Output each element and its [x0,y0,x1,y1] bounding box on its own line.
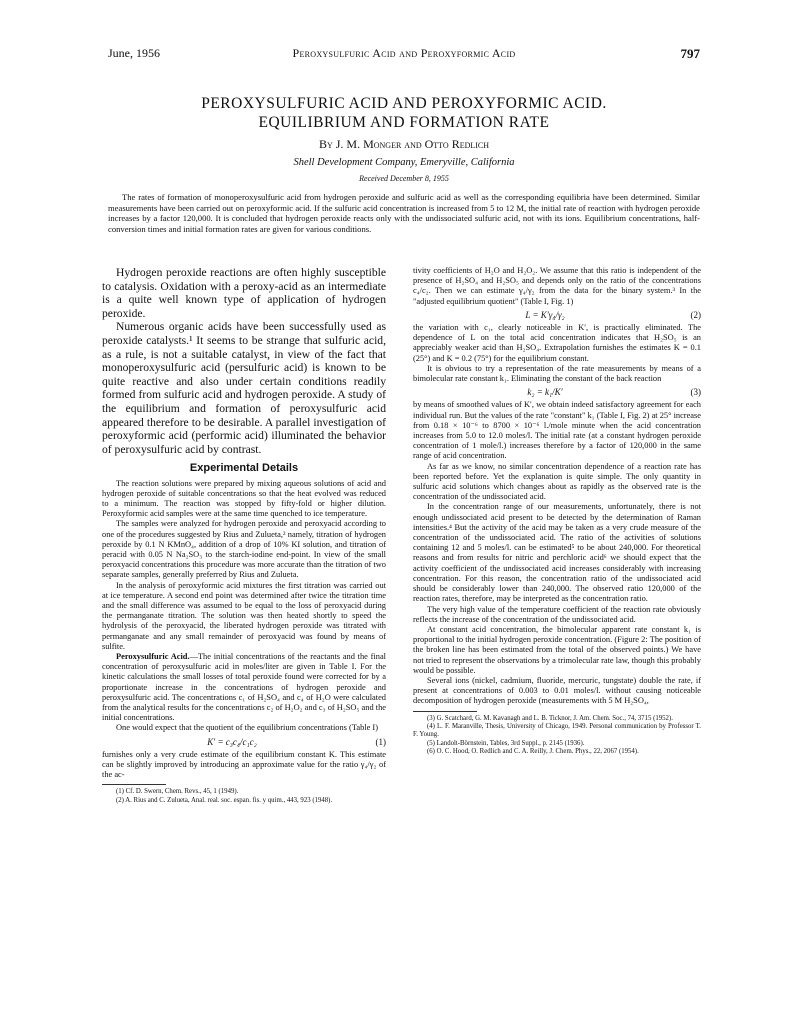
title-line-1: PEROXYSULFURIC ACID AND PEROXYFORMIC ACID. [201,95,607,112]
run-in-heading: Peroxysulfuric Acid. [116,651,190,661]
body-paragraph: One would expect that the quotient of the equilibrium concentrations (Table I) [116,723,378,733]
right-column [413,266,701,757]
equation-2 [413,310,701,320]
equation-3 [413,387,701,397]
intro-paragraph-1: Hydrogen peroxide reactions are often highly susceptible to catalysis. Oxidation with a peroxy-acid as an intermediate is a quite well known type of application of hydrogen peroxide. [102,266,386,320]
equation-number: (2) [690,309,701,320]
body-paragraph: The reaction solutions were prepared by mixing aqueous solutions of acid and hydrogen peroxide of suitable concentrations so that the heat evolved was reduced to a minimum. The reaction was stopped by fifty-fold or higher dilution. Peroxyformic acid samples were at the same time quenched to ice temperature. [102,478,386,519]
body-paragraph: In the analysis of peroxyformic acid mixtures the first titration was carried out at ice temperature. A second end point was determined after twice the titration time and the small difference was assumed to be equal to the loss of peroxyacid during the permanganate titration. The solution was then heated shortly to speed the hydrolysis of the peroxyacid, the liberated hydrogen peroxide was titrated with permanganate and any small remainder of peroxyacid was found by means of sulfite. [102,580,386,651]
body-paragraph: It is obvious to try a representation of the rate measurements by means of a bimolecular rate constant k₁. Eliminating the constant of the back reaction [413,363,701,384]
body-paragraph: the variation with c₁, clearly noticeable in K′, is practically eliminated. The dependence of L on the total acid concentration indicates that H₂SO₅ is an appreciably weaker acid than H₂SO₄. Extrapolation furnishes the estimates K = 0.1 (25°) and K = 0.2 (75°) for the equilibrium constant. [413,323,701,363]
footnote: (2) A. Rius and C. Zulueta, Anal. real. soc. espan. fis. y quim., 443, 923 (1948). [116,796,333,804]
body-paragraph: In the concentration range of our measurements, unfortunately, there is not enough undissociated acid present to be detected by the determination of Raman intensities.⁴ But the activity of the acid may be taken as a very crude measure of the concentration of the undissociated acid. The ratio of the activities of solutions containing 12 and 5 moles/l. can be estimated⁵ to be about 240,000. For theoretical reasons and from results for nitric and perchloric acid⁶ we should expect that the activity coefficient of the undissociated acid increases considerably with increasing concentration. For this reason, the concentration ratio of the undissociated acid should be considerably lower than 240,000. The observed ratio 120,000 of the reaction rates, therefore, may be interpreted as the concentration ratio. [413,502,701,604]
equation-number: (3) [690,387,701,398]
equation-number: (1) [375,736,386,747]
equation-expression: L = K′γ₄/γ₂ [525,309,565,320]
body-paragraph: Several ions (nickel, cadmium, fluoride, mercuric, tungstate) double the rate, if present at concentrations of 0.003 to 0.01 moles/l. without causing noticeable decomposition of hydrogen peroxide (measurements with 5 M H₂SO₄, [413,675,701,706]
equation-1 [102,737,386,747]
page-number: 797 [680,46,700,61]
footnote: (6) O. C. Hood, O. Redlich and C. A. Reilly, J. Chem. Phys., 22, 2067 (1954). [427,748,639,756]
affiliation: Shell Development Company, Emeryville, California [293,157,515,168]
footnote: (3) G. Scatchard, G. M. Kavanagh and L. B. Ticknor, J. Am. Chem. Soc., 74, 3715 (1952). [427,714,673,722]
equation-expression: k₂ = k₁/K′ [527,387,563,398]
intro-paragraph-2: Numerous organic acids have been successfully used as peroxide catalysts.¹ It seems to be strange that sulfuric acid, as a rule, is not a suitable catalyst, in view of the fact that monoperoxysulfuric acid (persulfuric acid) is known to be quite reactive and also under certain conditions readily formed from sulfuric acid and hydrogen peroxide. A study of the equilibrium and formation of peroxysulfuric acid appeared therefore to be desirable. A parallel investigation of peroxyformic acid (performic acid) illuminated the behavior of peroxysulfuric acid by contrast. [102,320,386,456]
title-line-2: EQUILIBRIUM AND FORMATION RATE [258,114,550,131]
received-date: Received December 8, 1955 [359,174,449,183]
body-paragraph [102,652,386,723]
body-paragraph: As far as we know, no similar concentration dependence of a reaction rate has been reported before. Yet the explanation is quite simple. The only quantity in sulfuric acid solutions which changes about as rapidly as the observed rate is the concentration of the undissociated acid. [413,461,701,502]
introduction [102,266,386,456]
running-title: Peroxysulfuric Acid and Peroxyformic Acid [292,46,516,60]
body-paragraph: At constant acid concentration, the bimolecular apparent rate constant k₁ is proportional to the initial hydrogen peroxide concentration. (Figure 2: The position of the broken line has been estimated from the total of the observed points.) We have not tried to represent the observations by a trimolecular rate law, though this probably would be possible. [413,624,701,675]
body-paragraph: furnishes only a very crude estimate of the equilibrium constant K. This estimate can be slightly improved by introducing an approximate value for the ratio γ₄/γ₂ of the ac- [102,749,386,780]
body-paragraph: The very high value of the temperature coefficient of the reaction rate obviously reflects the increase of the concentration of the undissociated acid. [413,604,701,624]
body-paragraph: by means of smoothed values of K′, we obtain indeed satisfactory agreement for each individual run. But the values of the rate "constant" k₁ (Table I, Fig. 2) at 25° increase from 0.18 × 10⁻⁶ to 8700 × 10⁻⁶ l./mole minute when the acid concentration increases from 5.0 to 12.0 moles/l. The initial rate (at a constant hydrogen peroxide concentration of 1 mole/l.) increases therefore by a factor of 120,000 in the same range of acid concentration. [413,400,701,461]
footnote: (5) Landolt-Börnstein, Tables, 3rd Suppl., p. 2145 (1936). [427,739,585,747]
section-heading: Experimental Details [189,462,299,475]
abstract: The rates of formation of monoperoxysulfuric acid from hydrogen peroxide and sulfuric acid as well as the corresponding equilibria have been determined. Similar measurements have been carried out on peroxyformic acid. If the sulfuric acid concentration is increased from 5 to 12 M, the initial rate of reaction with hydrogen peroxide increases by a factor 120,000. It is concluded that hydrogen peroxide reacts only with the undissociated sulfuric acid, not with its ions. Equilibrium concentrations, half-conversion times and initial formation rates are given for various conditions. [108,192,700,234]
byline: By J. M. Monger and Otto Redlich [318,137,490,151]
body-paragraph: tivity coefficients of H₂O and H₂O₂. We assume that this ratio is independent of the presence of H₂SO₄ and H₂SO₅ and depends only on the ratio of the concentrations c₄/c₂. Then we can estimate γ₄/γ₂ from the data for the binary system.³ In the "adjusted equilibrium quotient" (Table I, Fig. 1) [413,266,701,306]
footnote: (4) L. F. Maranville, Thesis, University of Chicago, 1949. Personal communication by Professor T. F. Young. [413,722,701,739]
footnote: (1) Cf. D. Swern, Chem. Revs., 45, 1 (1949). [116,788,239,796]
left-column [102,266,386,805]
equation-expression: K′ = c₃c₄/c₁c₂ [207,736,257,747]
footnote-rule [413,711,477,712]
body-paragraph: The samples were analyzed for hydrogen peroxide and peroxyacid according to one of the procedures suggested by Rius and Zulueta,² namely, titration of hydrogen peroxide by 0.1 N KMnO₄, addition of a drop of 10% KI solution, and titration of peracid with 0.05 N Na₂SO₃ to the starch-iodine end-point. In view of the small peroxyacid concentrations this procedure was more accurate than the titration of two separate samples, generally preferred by Rius and Zulueta. [102,519,386,580]
footnote-rule [102,784,166,785]
issue-date: June, 1956 [108,46,160,60]
paragraph-text: —The initial concentrations of the reactants and the final concentration of peroxysulfuric acid in moles/liter are given in Table I. For the kinetic calculations the small losses of total peroxide found were corrected for by a proportionate increase in the concentrations of hydrogen peroxide and peroxysulfuric acid. The concentrations c₁ of H₂SO₄ and c₄ of H₂O were calculated from the analytical results for the concentrations c₂ of H₂O₂ and c₃ of H₂SO₅ and the initial concentrations. [102,651,386,723]
article-title [108,94,700,132]
